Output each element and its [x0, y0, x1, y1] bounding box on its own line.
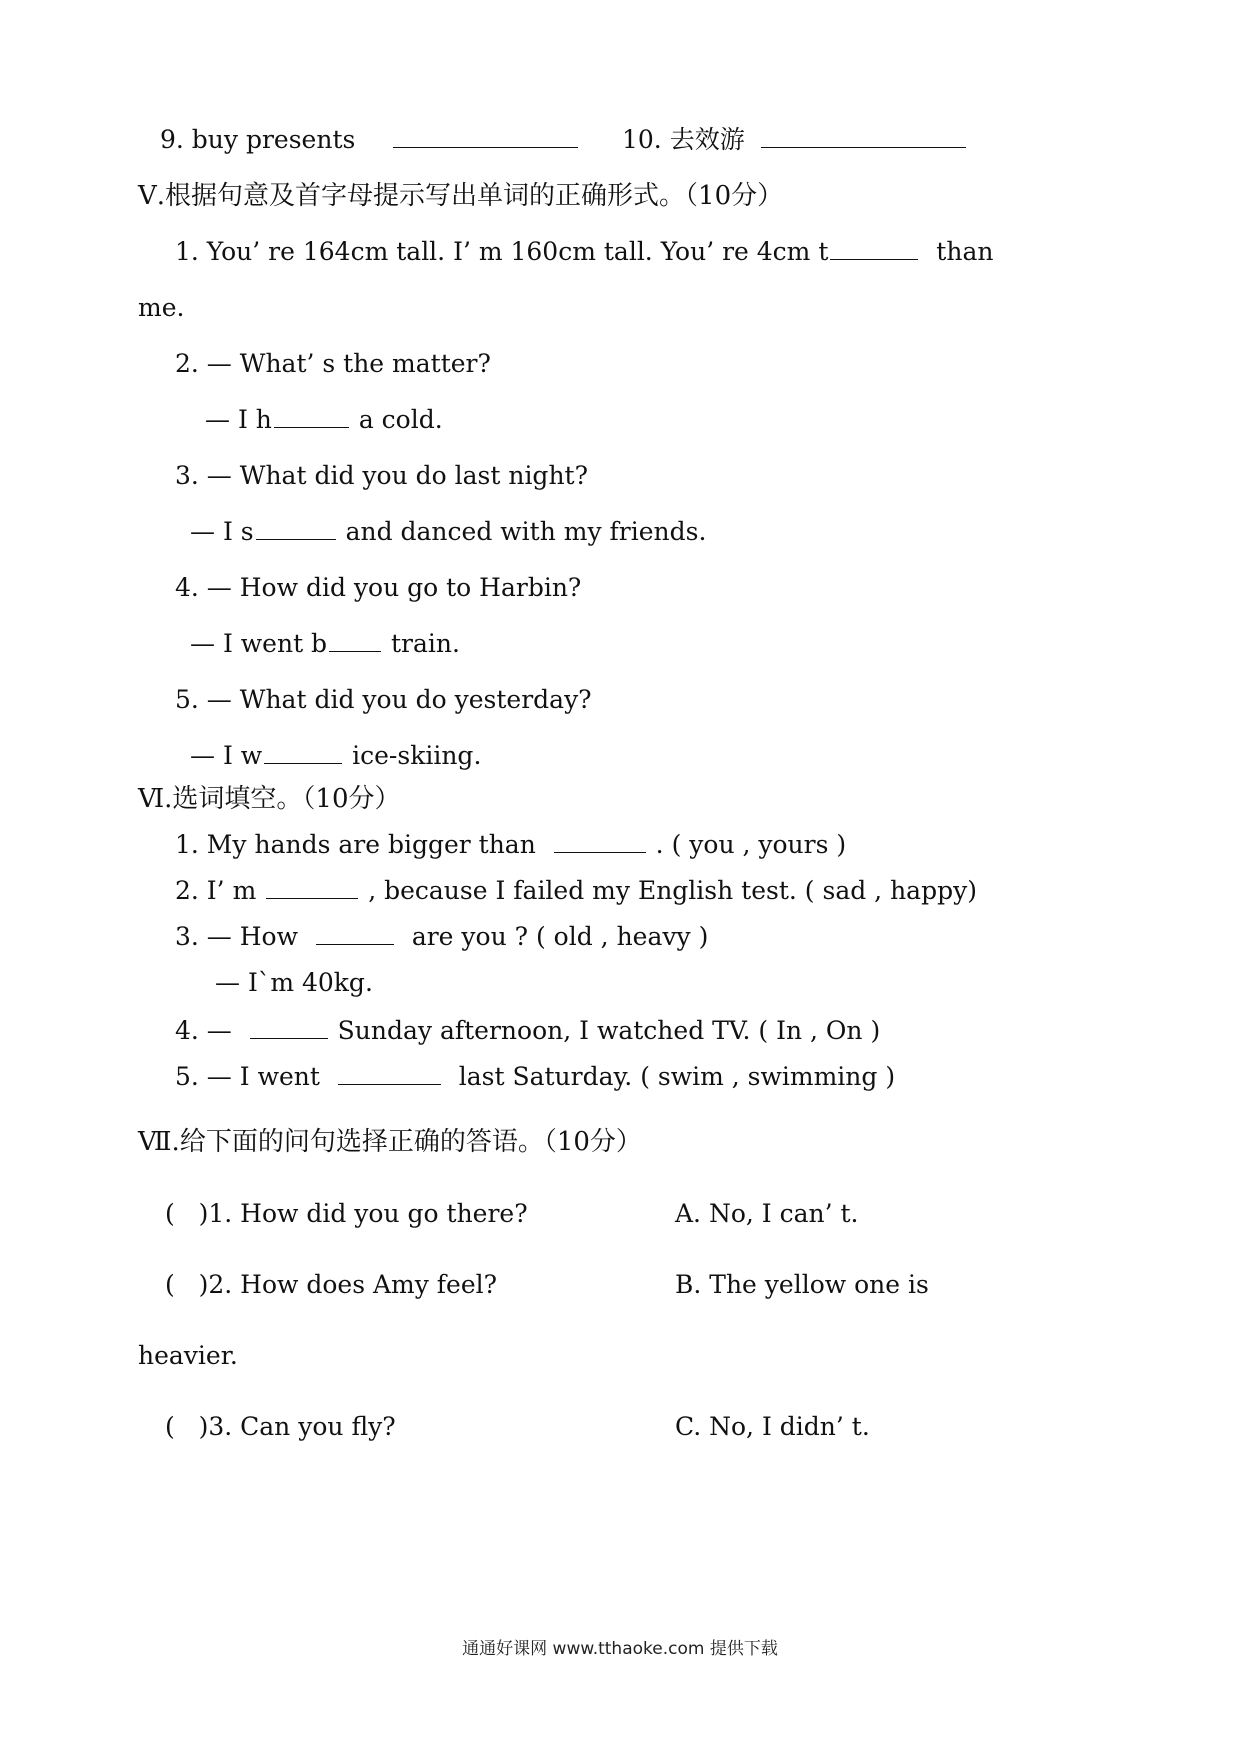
s5-q4-answer-start: — I went b — [190, 629, 328, 658]
s5-q3-answer-end: and danced with my friends. — [345, 517, 707, 546]
answer-blank[interactable] — [761, 125, 966, 148]
s5-q2-answer — [205, 404, 443, 436]
s7-q1-question: ( )1. How did you go there? — [165, 1199, 528, 1228]
s6-q3-options: are you ? ( old , heavy ) — [411, 922, 709, 951]
s6-q5-text: 5. — I went — [175, 1062, 320, 1091]
section-6-heading: Ⅵ.选词填空。（10分） — [138, 784, 401, 814]
s7-option-b-cont: heavier. — [138, 1341, 238, 1370]
s6-q5 — [175, 1061, 895, 1093]
s5-q5-question: 5. — What did you do yesterday? — [175, 685, 592, 714]
answer-blank[interactable] — [266, 876, 358, 899]
s7-option-b: B. The yellow one is — [675, 1270, 929, 1299]
s6-q3-text: 3. — How — [175, 922, 298, 951]
s5-q1-cont: me. — [138, 293, 185, 322]
s6-q1-options: . ( you , yours ) — [655, 830, 847, 859]
answer-blank[interactable] — [264, 741, 342, 764]
answer-blank[interactable] — [393, 125, 578, 148]
s5-q1-text: 1. You’ re 164cm tall. I’ m 160cm tall. You’ re 4cm t — [175, 237, 829, 266]
item-9 — [160, 124, 580, 156]
s5-q3-question: 3. — What did you do last night? — [175, 461, 588, 490]
item-10-text: 10. 去效游 — [622, 125, 745, 154]
s5-q5-answer-end: ice-skiing. — [352, 741, 482, 770]
s6-q4 — [175, 1015, 880, 1047]
answer-blank[interactable] — [250, 1016, 328, 1039]
s5-q4-answer — [190, 628, 460, 660]
answer-blank[interactable] — [274, 405, 349, 428]
s7-q3-question: ( )3. Can you fly? — [165, 1412, 396, 1441]
s7-option-a: A. No, I can’ t. — [675, 1199, 859, 1228]
s7-q2-question: ( )2. How does Amy feel? — [165, 1270, 498, 1299]
s6-q3 — [175, 921, 708, 953]
s5-q3-answer — [190, 516, 706, 548]
s6-q2-options: , because I failed my English test. ( sad , happy) — [368, 876, 977, 905]
s5-q2-answer-end: a cold. — [358, 405, 443, 434]
s5-q5-answer — [190, 740, 481, 772]
s6-q4-options: Sunday afternoon, I watched TV. ( In , On ) — [337, 1016, 881, 1045]
item-10 — [622, 124, 968, 156]
s6-q2 — [175, 875, 977, 907]
section-5-heading: Ⅴ.根据句意及首字母提示写出单词的正确形式。（10分） — [138, 181, 784, 211]
s5-q2-question: 2. — What’ s the matter? — [175, 349, 491, 378]
s5-q3-answer-start: — I s — [190, 517, 254, 546]
s5-q5-answer-start: — I w — [190, 741, 263, 770]
s5-q4-question: 4. — How did you go to Harbin? — [175, 573, 582, 602]
answer-blank[interactable] — [830, 237, 918, 260]
s6-q3-reply: — I`m 40kg. — [215, 968, 373, 997]
answer-blank[interactable] — [316, 922, 394, 945]
section-7-heading: Ⅶ.给下面的问句选择正确的答语。（10分） — [138, 1127, 642, 1157]
s6-q4-text: 4. — — [175, 1016, 232, 1045]
answer-blank[interactable] — [329, 629, 381, 652]
s5-q1-text-end: than — [936, 237, 994, 266]
item-9-text: 9. buy presents — [160, 125, 356, 154]
page-footer: 通通好课网 www.tthaoke.com 提供下载 — [462, 1639, 778, 1659]
answer-blank[interactable] — [338, 1062, 441, 1085]
s6-q1 — [175, 829, 846, 861]
s6-q2-text: 2. I’ m — [175, 876, 257, 905]
s5-q2-answer-start: — I h — [205, 405, 272, 434]
answer-blank[interactable] — [554, 830, 646, 853]
s7-option-c: C. No, I didn’ t. — [675, 1412, 870, 1441]
s6-q1-text: 1. My hands are bigger than — [175, 830, 536, 859]
s5-q4-answer-end: train. — [391, 629, 460, 658]
s6-q5-options: last Saturday. ( swim , swimming ) — [458, 1062, 896, 1091]
answer-blank[interactable] — [256, 517, 336, 540]
s5-q1 — [175, 236, 993, 268]
